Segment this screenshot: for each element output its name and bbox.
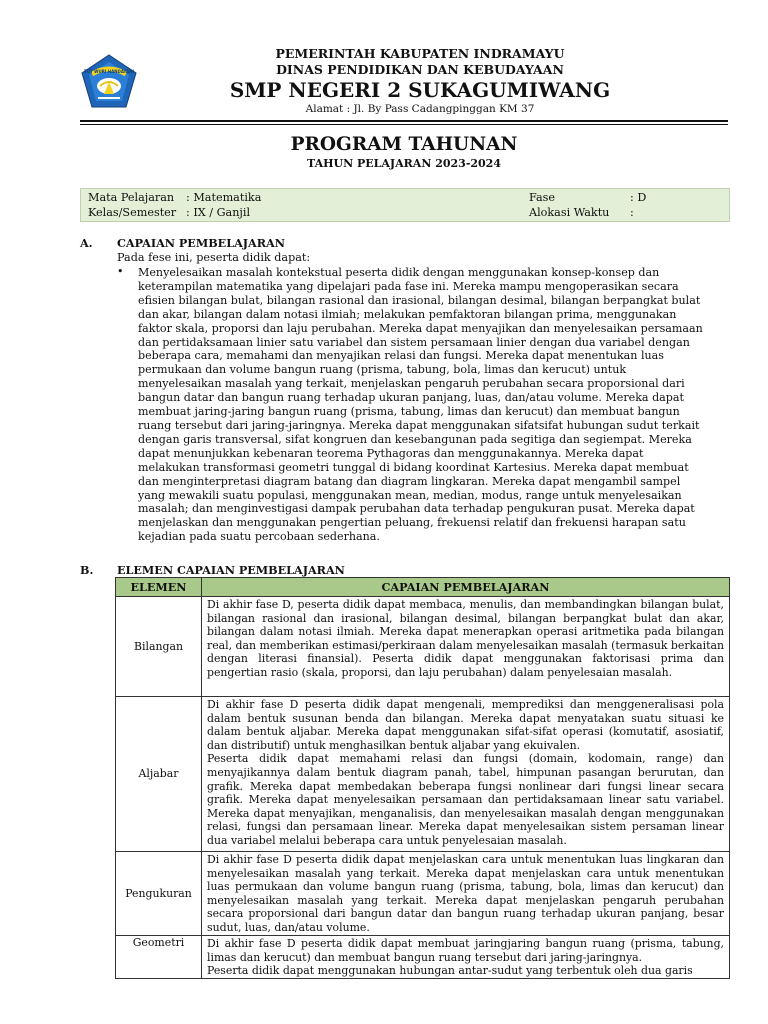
capaian-cell: Di akhir fase D peserta didik dapat mengenali, memprediksi dan menggeneralisasi pola dalam bentuk susunan benda dan bilangan. Mereka dapat menyatakan suatu situasi ke dalam bentuk aljabar. Mereka dapat menggunakan sifat-sifat operasi (komutatif, asosiatif, dan distributif) untuk menghasilkan bentuk aljabar yang ekuivalen. Peserta didik dapat memahami relasi dan fungsi (domain, kodomain, range) dan menyajikannya dalam bentuk diagram panah, tabel, himpunan pasangan berurutan, dan grafik. Mereka dapat membedakan beberapa fungsi nonlinear dari fungsi linear secara grafik. Mereka dapat menyelesaikan persamaan dan pertidaksamaan linear satu variabel. Mereka dapat menyajikan, menganalisis, dan menyelesaikan masalah dengan menggunakan relasi, fungsi dan persamaan linear. Mereka dapat menyelesaikan sistem persaman linear dua variabel melalui beberapa cara untuk penyelesaian masalah. (202, 697, 730, 852)
document-title: PROGRAM TAHUNAN (290, 134, 518, 155)
section-a-intro: Pada fese ini, peserta didik dapat: (117, 251, 311, 264)
letterhead-school-name: SMP NEGERI 2 SUKAGUMIWANG (229, 78, 611, 102)
section-a-learning-outcome: Menyelesaikan masalah kontekstual peserta didik dengan menggunakan konsep-konsep dan keterampilan matematika yang dipelajari pada fase ini. Mereka mampu mengoperasikan secara efisien bilangan bulat, bilangan rasional dan irasional, bilangan desimal, bilangan berpangkat bulat dan akar, bilangan dalam notasi ilmiah; melakukan pemfaktoran bilangan prima, menggunakan faktor skala, proporsi dan laju perubahan. Mereka dapat menyajikan dan menyelesaikan persamaan dan pertidaksamaan linier satu variabel dan sistem persamaan linier dengan dua variabel dengan beberapa cara, memahami dan menyajikan relasi dan fungsi. Mereka dapat menentukan luas permukaan dan volume bangun ruang (prisma, tabung, bola, limas dan kerucut) untuk menyelesaikan masalah yang terkait, menjelaskan pengaruh perubahan secara proporsional dari bangun datar dan bangun ruang terhadap ukuran panjang, luas, dan/atau volume. Mereka dapat membuat jaring-jaring bangun ruang (prisma, tabung, limas dan kerucut) dan membuat bangun ruang tersebut dari jaring-jaringnya. Mereka dapat menggunakan sifatsifat hubungan sudut terkait dengan garis transversal, sifat kongruen dan kesebangunan pada segitiga dan segiempat. Mereka dapat menunjukkan kebenaran teorema Pythagoras dan menggunakannya. Mereka dapat melakukan transformasi geometri tunggal di bidang koordinat Kartesius. Mereka dapat membuat dan menginterpretasi diagram batang dan diagram lingkaran. Mereka dapat mengambil sampel yang mewakili suatu populasi, menggunakan mean, median, modus, range untuk menyelesaikan masalah; dan menginvestigasi dampak perubahan data terhadap pengukuran pusat. Mereka dapat menjelaskan dan menggunakan pengertian peluang, frekuensi relatif dan frekuensi harapan satu kejadian pada suatu percobaan sederhana. (138, 266, 703, 544)
capaian-cell: Di akhir fase D peserta didik dapat membuat jaringjaring bangun ruang (prisma, tabung, limas dan kerucut) dan membuat bangun ruang tersebut dari jaring-jaringnya. Peserta didik dapat menggunakan hubungan antar-sudut yang terbentuk oleh dua garis (202, 936, 730, 979)
elemen-cell: Bilangan (116, 597, 202, 697)
class-label: Kelas/Semester (88, 206, 177, 219)
table-row (116, 597, 730, 697)
time-value: : (630, 206, 634, 219)
subject-label: Mata Pelajaran (88, 191, 175, 204)
capaian-cell: Di akhir fase D peserta didik dapat menjelaskan cara untuk menentukan luas lingkaran dan menyelesaikan masalah yang terkait. Mereka dapat menjelaskan cara untuk menentukan luas permukaan dan volume bangun ruang (prisma, tabung, bola, limas dan kerucut) dan menyelesaikan masalah yang terkait. Mereka dapat menjelaskan pengaruh perubahan secara proporsional dari bangun datar dan bangun ruang terhadap ukuran panjang, besar sudut, luas, dan/atau volume. (202, 852, 730, 936)
capaian-cell: Di akhir fase D, peserta didik dapat membaca, menulis, dan membandingkan bilangan bulat, bilangan rasional dan irasional, bilangan desimal, bilangan berpangkat bulat dan akar, bilangan dalam notasi ilmiah. Mereka dapat menerapkan operasi aritmetika pada bilangan real, dan memberikan estimasi/perkiraan dalam menyelesaikan masalah (termasuk berkaitan dengan literasi finansial). Peserta didik dapat menggunakan faktorisasi prima dan pengertian rasio (skala, proporsi, dan laju perubahan) dalam penyelesaian masalah. (202, 597, 730, 697)
bullet-icon: • (117, 265, 124, 278)
phase-label: Fase (529, 191, 556, 204)
letterhead-address: Alamat : Jl. By Pass Cadangpinggan KM 37 (305, 103, 535, 115)
elemen-table (115, 577, 730, 979)
section-b-title: ELEMEN CAPAIAN PEMBELAJARAN (117, 563, 345, 577)
letterhead-government: PEMERINTAH KABUPATEN INDRAMAYU (275, 46, 565, 61)
elemen-cell: Geometri (116, 936, 202, 979)
elemen-cell: Aljabar (116, 697, 202, 852)
header-elemen: ELEMEN (116, 578, 202, 597)
elemen-cell: Pengukuran (116, 852, 202, 936)
logo-motto: TUT WURI HANDAYANI (84, 69, 134, 74)
table-row (116, 852, 730, 936)
table-header-row (116, 578, 730, 597)
phase-value: : D (630, 191, 647, 204)
letterhead-department: DINAS PENDIDIKAN DAN KEBUDAYAAN (276, 62, 564, 77)
document-subtitle: TAHUN PELAJARAN 2023-2024 (306, 157, 501, 170)
section-a-title: CAPAIAN PEMBELAJARAN (117, 236, 285, 250)
table-row (116, 697, 730, 852)
section-a-number: A. (80, 236, 93, 250)
table-row (116, 936, 730, 979)
class-value: : IX / Ganjil (186, 206, 251, 219)
time-label: Alokasi Waktu (529, 206, 610, 219)
section-b-number: B. (80, 563, 94, 577)
subject-value: : Matematika (186, 191, 262, 204)
header-capaian: CAPAIAN PEMBELAJARAN (202, 578, 730, 597)
